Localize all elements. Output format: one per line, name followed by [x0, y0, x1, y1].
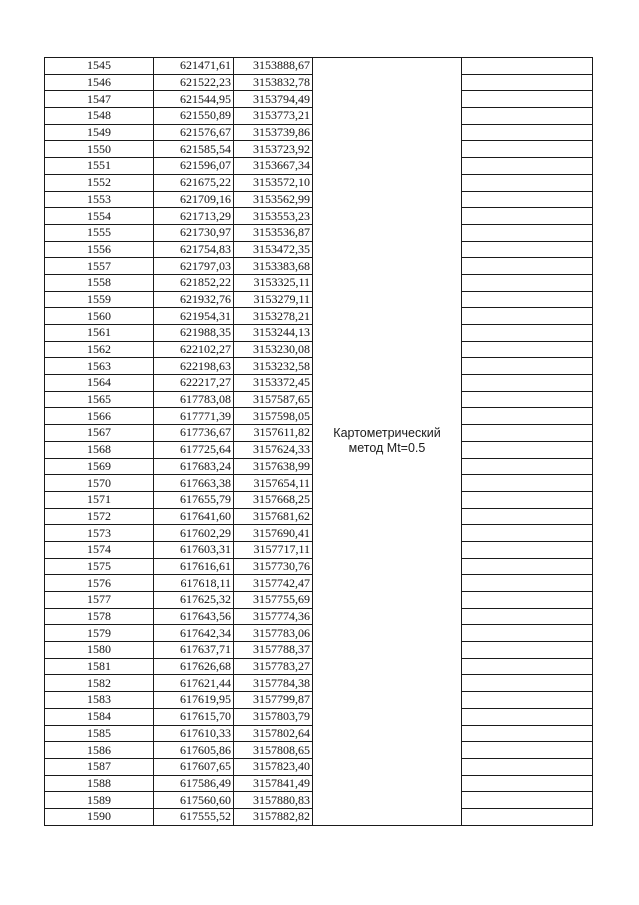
x-coordinate-cell: 617783,08: [154, 391, 234, 408]
x-coordinate-cell: 617643,56: [154, 608, 234, 625]
point-number-cell: 1546: [45, 74, 154, 91]
point-number-cell: 1571: [45, 491, 154, 508]
empty-cell: [462, 608, 593, 625]
point-number-cell: 1554: [45, 208, 154, 225]
x-coordinate-cell: 621954,31: [154, 308, 234, 325]
x-coordinate-cell: 621596,07: [154, 158, 234, 175]
empty-cell: [462, 758, 593, 775]
x-coordinate-cell: 621550,89: [154, 108, 234, 125]
empty-cell: [462, 358, 593, 375]
x-coordinate-cell: 621471,61: [154, 58, 234, 75]
x-coordinate-cell: 617616,61: [154, 558, 234, 575]
point-number-cell: 1585: [45, 725, 154, 742]
point-number-cell: 1577: [45, 592, 154, 609]
x-coordinate-cell: 617610,33: [154, 725, 234, 742]
point-number-cell: 1570: [45, 475, 154, 492]
point-number-cell: 1572: [45, 508, 154, 525]
y-coordinate-cell: 3157755,69: [234, 592, 313, 609]
y-coordinate-cell: 3153667,34: [234, 158, 313, 175]
y-coordinate-cell: 3153325,11: [234, 274, 313, 291]
empty-cell: [462, 241, 593, 258]
method-cell: [313, 58, 462, 826]
empty-cell: [462, 725, 593, 742]
x-coordinate-cell: 621713,29: [154, 208, 234, 225]
y-coordinate-cell: 3153536,87: [234, 224, 313, 241]
y-coordinate-cell: 3157799,87: [234, 692, 313, 709]
y-coordinate-cell: 3153244,13: [234, 325, 313, 342]
point-number-cell: 1557: [45, 258, 154, 275]
point-number-cell: 1566: [45, 408, 154, 425]
point-number-cell: 1563: [45, 358, 154, 375]
x-coordinate-cell: 622217,27: [154, 375, 234, 392]
empty-cell: [462, 108, 593, 125]
y-coordinate-cell: 3157783,06: [234, 625, 313, 642]
y-coordinate-cell: 3153472,35: [234, 241, 313, 258]
y-coordinate-cell: 3157823,40: [234, 758, 313, 775]
method-label-line1: Картометрический: [333, 426, 441, 441]
point-number-cell: 1573: [45, 525, 154, 542]
y-coordinate-cell: 3157774,36: [234, 608, 313, 625]
x-coordinate-cell: 617605,86: [154, 742, 234, 759]
empty-cell: [462, 491, 593, 508]
point-number-cell: 1583: [45, 692, 154, 709]
point-number-cell: 1553: [45, 191, 154, 208]
y-coordinate-cell: 3153562,99: [234, 191, 313, 208]
x-coordinate-cell: 617619,95: [154, 692, 234, 709]
point-number-cell: 1551: [45, 158, 154, 175]
x-coordinate-cell: 621754,83: [154, 241, 234, 258]
y-coordinate-cell: 3153773,21: [234, 108, 313, 125]
y-coordinate-cell: 3153794,49: [234, 91, 313, 108]
empty-cell: [462, 792, 593, 809]
x-coordinate-cell: 621544,95: [154, 91, 234, 108]
y-coordinate-cell: 3153572,10: [234, 174, 313, 191]
x-coordinate-cell: 617586,49: [154, 775, 234, 792]
y-coordinate-cell: 3153553,23: [234, 208, 313, 225]
x-coordinate-cell: 621709,16: [154, 191, 234, 208]
empty-cell: [462, 141, 593, 158]
y-coordinate-cell: 3153832,78: [234, 74, 313, 91]
point-number-cell: 1574: [45, 541, 154, 558]
empty-cell: [462, 258, 593, 275]
empty-cell: [462, 191, 593, 208]
x-coordinate-cell: 617621,44: [154, 675, 234, 692]
y-coordinate-cell: 3157638,99: [234, 458, 313, 475]
x-coordinate-cell: 617555,52: [154, 808, 234, 825]
empty-cell: [462, 541, 593, 558]
x-coordinate-cell: 617603,31: [154, 541, 234, 558]
x-coordinate-cell: 617626,68: [154, 658, 234, 675]
method-label-line2: метод Mt=0.5: [348, 441, 426, 456]
empty-cell: [462, 808, 593, 825]
x-coordinate-cell: 622198,63: [154, 358, 234, 375]
x-coordinate-cell: 621576,67: [154, 124, 234, 141]
y-coordinate-cell: 3157788,37: [234, 642, 313, 659]
y-coordinate-cell: 3153888,67: [234, 58, 313, 75]
x-coordinate-cell: 621522,23: [154, 74, 234, 91]
empty-cell: [462, 592, 593, 609]
point-number-cell: 1547: [45, 91, 154, 108]
point-number-cell: 1569: [45, 458, 154, 475]
empty-cell: [462, 158, 593, 175]
y-coordinate-cell: 3157802,64: [234, 725, 313, 742]
y-coordinate-cell: 3157668,25: [234, 491, 313, 508]
y-coordinate-cell: 3157882,82: [234, 808, 313, 825]
y-coordinate-cell: 3157880,83: [234, 792, 313, 809]
y-coordinate-cell: 3153232,58: [234, 358, 313, 375]
x-coordinate-cell: 617725,64: [154, 441, 234, 458]
empty-cell: [462, 58, 593, 75]
x-coordinate-cell: 617683,24: [154, 458, 234, 475]
x-coordinate-cell: 617607,65: [154, 758, 234, 775]
empty-cell: [462, 675, 593, 692]
y-coordinate-cell: 3153230,08: [234, 341, 313, 358]
point-number-cell: 1550: [45, 141, 154, 158]
empty-cell: [462, 441, 593, 458]
empty-cell: [462, 274, 593, 291]
empty-cell: [462, 642, 593, 659]
empty-cell: [462, 208, 593, 225]
point-number-cell: 1581: [45, 658, 154, 675]
y-coordinate-cell: 3157587,65: [234, 391, 313, 408]
point-number-cell: 1552: [45, 174, 154, 191]
point-number-cell: 1588: [45, 775, 154, 792]
y-coordinate-cell: 3157654,11: [234, 475, 313, 492]
y-coordinate-cell: 3157690,41: [234, 525, 313, 542]
empty-cell: [462, 708, 593, 725]
empty-cell: [462, 692, 593, 709]
y-coordinate-cell: 3153739,86: [234, 124, 313, 141]
empty-cell: [462, 625, 593, 642]
y-coordinate-cell: 3157730,76: [234, 558, 313, 575]
point-number-cell: 1576: [45, 575, 154, 592]
y-coordinate-cell: 3157598,05: [234, 408, 313, 425]
point-number-cell: 1579: [45, 625, 154, 642]
point-number-cell: 1561: [45, 325, 154, 342]
y-coordinate-cell: 3157742,47: [234, 575, 313, 592]
point-number-cell: 1555: [45, 224, 154, 241]
empty-cell: [462, 742, 593, 759]
point-number-cell: 1584: [45, 708, 154, 725]
x-coordinate-cell: 617625,32: [154, 592, 234, 609]
y-coordinate-cell: 3157783,27: [234, 658, 313, 675]
y-coordinate-cell: 3153723,92: [234, 141, 313, 158]
point-number-cell: 1578: [45, 608, 154, 625]
x-coordinate-cell: 617663,38: [154, 475, 234, 492]
x-coordinate-cell: 617637,71: [154, 642, 234, 659]
x-coordinate-cell: 621932,76: [154, 291, 234, 308]
point-number-cell: 1556: [45, 241, 154, 258]
empty-cell: [462, 775, 593, 792]
point-number-cell: 1589: [45, 792, 154, 809]
point-number-cell: 1562: [45, 341, 154, 358]
empty-cell: [462, 308, 593, 325]
y-coordinate-cell: 3157841,49: [234, 775, 313, 792]
x-coordinate-cell: 617655,79: [154, 491, 234, 508]
y-coordinate-cell: 3157808,65: [234, 742, 313, 759]
y-coordinate-cell: 3157803,79: [234, 708, 313, 725]
empty-cell: [462, 458, 593, 475]
point-number-cell: 1567: [45, 425, 154, 442]
point-number-cell: 1587: [45, 758, 154, 775]
point-number-cell: 1575: [45, 558, 154, 575]
x-coordinate-cell: 621675,22: [154, 174, 234, 191]
y-coordinate-cell: 3157624,33: [234, 441, 313, 458]
x-coordinate-cell: 621988,35: [154, 325, 234, 342]
x-coordinate-cell: 617615,70: [154, 708, 234, 725]
empty-cell: [462, 291, 593, 308]
x-coordinate-cell: 617771,39: [154, 408, 234, 425]
x-coordinate-cell: 617602,29: [154, 525, 234, 542]
empty-cell: [462, 341, 593, 358]
point-number-cell: 1549: [45, 124, 154, 141]
x-coordinate-cell: 617618,11: [154, 575, 234, 592]
point-number-cell: 1568: [45, 441, 154, 458]
empty-cell: [462, 425, 593, 442]
empty-cell: [462, 508, 593, 525]
y-coordinate-cell: 3153372,45: [234, 375, 313, 392]
empty-cell: [462, 525, 593, 542]
x-coordinate-cell: 621852,22: [154, 274, 234, 291]
empty-cell: [462, 124, 593, 141]
empty-cell: [462, 391, 593, 408]
empty-cell: [462, 658, 593, 675]
x-coordinate-cell: 617560,60: [154, 792, 234, 809]
y-coordinate-cell: 3157681,62: [234, 508, 313, 525]
empty-cell: [462, 408, 593, 425]
y-coordinate-cell: 3153279,11: [234, 291, 313, 308]
empty-cell: [462, 575, 593, 592]
point-number-cell: 1560: [45, 308, 154, 325]
coordinates-table: [44, 57, 593, 826]
empty-cell: [462, 174, 593, 191]
y-coordinate-cell: 3153278,21: [234, 308, 313, 325]
point-number-cell: 1582: [45, 675, 154, 692]
y-coordinate-cell: 3157784,38: [234, 675, 313, 692]
x-coordinate-cell: 617642,34: [154, 625, 234, 642]
point-number-cell: 1558: [45, 274, 154, 291]
empty-cell: [462, 475, 593, 492]
empty-cell: [462, 224, 593, 241]
empty-cell: [462, 325, 593, 342]
point-number-cell: 1545: [45, 58, 154, 75]
point-number-cell: 1586: [45, 742, 154, 759]
point-number-cell: 1559: [45, 291, 154, 308]
x-coordinate-cell: 617641,60: [154, 508, 234, 525]
y-coordinate-cell: 3153383,68: [234, 258, 313, 275]
empty-cell: [462, 558, 593, 575]
y-coordinate-cell: 3157717,11: [234, 541, 313, 558]
empty-cell: [462, 74, 593, 91]
x-coordinate-cell: 621585,54: [154, 141, 234, 158]
y-coordinate-cell: 3157611,82: [234, 425, 313, 442]
point-number-cell: 1565: [45, 391, 154, 408]
x-coordinate-cell: 621797,03: [154, 258, 234, 275]
empty-cell: [462, 375, 593, 392]
point-number-cell: 1548: [45, 108, 154, 125]
point-number-cell: 1590: [45, 808, 154, 825]
point-number-cell: 1580: [45, 642, 154, 659]
coordinates-table-body: [45, 58, 593, 826]
point-number-cell: 1564: [45, 375, 154, 392]
empty-cell: [462, 91, 593, 108]
x-coordinate-cell: 617736,67: [154, 425, 234, 442]
x-coordinate-cell: 622102,27: [154, 341, 234, 358]
table-row: [45, 58, 593, 75]
x-coordinate-cell: 621730,97: [154, 224, 234, 241]
